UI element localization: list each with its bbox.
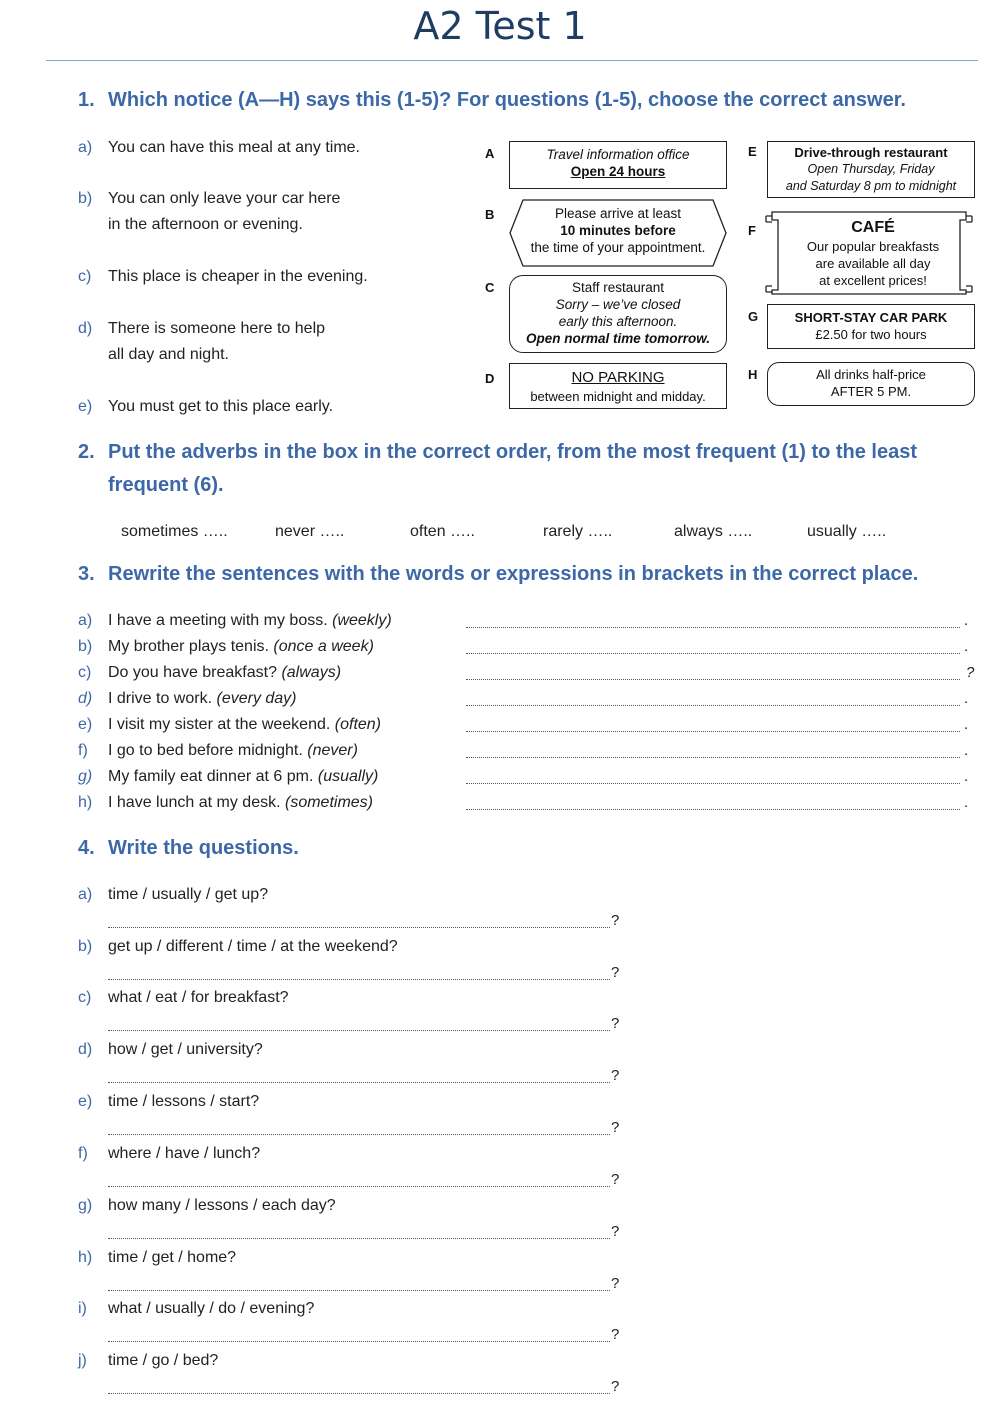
q1-item-a [78, 139, 360, 157]
q4-answer-line-f[interactable] [108, 1186, 610, 1187]
adverb-rarely: rarely ….. [543, 523, 613, 540]
notice-label-a: A [485, 146, 495, 161]
q3-answer-line-d[interactable] [466, 705, 960, 706]
q1-number: 1. [78, 89, 95, 111]
adverb-often: often ….. [410, 523, 475, 540]
notice-d [509, 363, 727, 409]
q3-answer-line-h[interactable] [466, 809, 960, 810]
notice-f-line3: are available all day [815, 256, 931, 271]
q4-answer-line-j[interactable] [108, 1393, 610, 1394]
q4-heading-text: Write the questions. [108, 837, 299, 859]
q3-item-a: a) I have a meeting with my boss. (weekly) [78, 612, 392, 629]
q1-item-text: You must get to this place early. [108, 398, 334, 415]
q3-end-b: . [964, 638, 969, 655]
q1-heading [78, 89, 906, 112]
q4-qmark-d: ? [611, 1067, 620, 1084]
notice-b-line2: 10 minutes before [560, 223, 676, 238]
notice-d-line1: NO PARKING [571, 369, 665, 386]
q3-number: 3. [78, 563, 95, 585]
notice-a-line1: Travel information office [546, 147, 690, 162]
page-title: A2 Test 1 [413, 4, 587, 48]
q4-item-e: e) time / lessons / start? [78, 1093, 260, 1110]
q1-item-letter: c) [78, 268, 92, 285]
q4-item-d: d) how / get / university? [78, 1041, 263, 1058]
q1-item-text: There is someone here to help [108, 320, 326, 337]
q4-item-c: c) what / eat / for breakfast? [78, 989, 289, 1006]
title-divider [46, 60, 978, 61]
notice-e-line2: Open Thursday, Friday [807, 162, 935, 176]
q4-qmark-a: ? [611, 912, 620, 929]
q3-answer-line-c[interactable] [466, 679, 960, 680]
q4-answer-line-i[interactable] [108, 1341, 610, 1342]
notice-g-line1: SHORT-STAY CAR PARK [794, 310, 948, 325]
adverb-always: always ….. [674, 523, 753, 540]
notice-g [767, 304, 975, 349]
notice-a [509, 141, 727, 189]
q4-answer-line-g[interactable] [108, 1238, 610, 1239]
q2-heading [78, 441, 917, 464]
adverb-sometimes: sometimes ….. [121, 523, 228, 540]
q4-answer-line-h[interactable] [108, 1290, 610, 1291]
q4-qmark-g: ? [611, 1223, 620, 1240]
q1-item-b [78, 190, 340, 208]
notice-f-line2: Our popular breakfasts [806, 239, 940, 254]
q3-heading-text: Rewrite the sentences with the words or expressions in brackets in the correct place. [108, 563, 919, 585]
q3-item-d: d) I drive to work. (every day) [78, 690, 297, 707]
q1-item-d-cont: all day and night. [108, 346, 229, 363]
q3-end-e: . [964, 716, 969, 733]
q1-heading-text: Which notice (A—H) says this (1-5)? For questions (1-5), choose the correct answer. [108, 89, 906, 111]
q4-qmark-h: ? [611, 1275, 620, 1292]
notice-label-h: H [748, 367, 758, 382]
notice-label-e: E [748, 144, 757, 159]
q3-item-h: h) I have lunch at my desk. (sometimes) [78, 794, 373, 811]
q1-item-letter: b) [78, 190, 93, 207]
q3-answer-line-f[interactable] [466, 757, 960, 758]
notice-h [767, 362, 975, 406]
q4-qmark-c: ? [611, 1015, 620, 1032]
notice-label-f: F [748, 223, 756, 238]
notice-c-line2: Sorry – we’ve closed [555, 297, 681, 312]
q3-answer-line-g[interactable] [466, 783, 960, 784]
q4-number: 4. [78, 837, 95, 859]
notice-c-line1: Staff restaurant [571, 280, 665, 295]
q2-heading-cont: frequent (6). [108, 474, 224, 496]
notice-e-line3: and Saturday 8 pm to midnight [785, 179, 957, 193]
q3-item-g: g) My family eat dinner at 6 pm. (usually) [78, 768, 379, 785]
notice-f [778, 218, 968, 292]
notice-b [509, 205, 727, 261]
q4-qmark-j: ? [611, 1378, 620, 1395]
q4-item-h: h) time / get / home? [78, 1249, 237, 1266]
q2-heading-text: Put the adverbs in the box in the correct order, from the most frequent (1) to the least [108, 441, 918, 463]
q3-end-a: . [964, 612, 969, 629]
q1-item-text: You can have this meal at any time. [108, 139, 360, 156]
q1-item-text: You can only leave your car here [108, 190, 341, 207]
q4-answer-line-c[interactable] [108, 1030, 610, 1031]
adverb-usually: usually ….. [807, 523, 887, 540]
q4-qmark-b: ? [611, 964, 620, 981]
q1-item-letter: a) [78, 139, 93, 156]
q3-answer-line-e[interactable] [466, 731, 960, 732]
notice-label-b: B [485, 207, 495, 222]
notice-label-c: C [485, 280, 495, 295]
q4-item-f: f) where / have / lunch? [78, 1145, 261, 1162]
q1-item-e [78, 398, 333, 416]
q3-item-e: e) I visit my sister at the weekend. (often) [78, 716, 382, 733]
q3-item-f: f) I go to bed before midnight. (never) [78, 742, 358, 759]
notice-label-g: G [748, 309, 759, 324]
q4-qmark-e: ? [611, 1119, 620, 1136]
notice-a-line2: Open 24 hours [570, 164, 666, 179]
q1-item-d [78, 320, 325, 338]
q4-answer-line-e[interactable] [108, 1134, 610, 1135]
q3-end-c: ? [966, 664, 975, 681]
notice-b-line1: Please arrive at least [554, 206, 682, 221]
q3-end-g: . [964, 768, 969, 785]
notice-f-line1: CAFÉ [851, 219, 895, 236]
notice-h-line1: All drinks half-price [816, 367, 926, 382]
notice-b-line3: the time of your appointment. [530, 240, 706, 255]
q3-end-f: . [964, 742, 969, 759]
q2-number: 2. [78, 441, 95, 463]
q3-heading [78, 563, 918, 586]
notice-e-line1: Drive-through restaurant [794, 145, 948, 160]
notice-f-line4: at excellent prices! [819, 273, 927, 288]
notice-g-line2: £2.50 for two hours [815, 327, 927, 342]
q1-item-c [78, 268, 368, 286]
q3-end-d: . [964, 690, 969, 707]
adverb-never: never ….. [275, 523, 345, 540]
notice-e [767, 141, 975, 198]
notice-d-line2: between midnight and midday. [530, 389, 706, 404]
q4-answer-line-b[interactable] [108, 979, 610, 980]
q1-item-letter: d) [78, 320, 93, 337]
q4-item-a: a) time / usually / get up? [78, 886, 269, 903]
notice-label-d: D [485, 371, 495, 386]
q3-answer-line-a[interactable] [466, 627, 960, 628]
q3-item-b: b) My brother plays tenis. (once a week) [78, 638, 374, 655]
q1-item-letter: e) [78, 398, 93, 415]
q4-answer-line-a[interactable] [108, 927, 610, 928]
q4-qmark-f: ? [611, 1171, 620, 1188]
notice-h-line2: AFTER 5 PM. [830, 384, 912, 399]
q4-item-j: j) time / go / bed? [78, 1352, 219, 1369]
q4-item-b: b) get up / different / time / at the weekend? [78, 938, 398, 955]
q3-answer-line-b[interactable] [466, 653, 960, 654]
q4-qmark-i: ? [611, 1326, 620, 1343]
q3-end-h: . [964, 794, 969, 811]
q4-item-g: g) how many / lessons / each day? [78, 1197, 336, 1214]
q4-heading [78, 837, 299, 860]
notice-c-line4: Open normal time tomorrow. [525, 331, 711, 346]
q3-item-c: c) Do you have breakfast? (always) [78, 664, 342, 681]
q4-item-i: i) what / usually / do / evening? [78, 1300, 315, 1317]
notice-c-line3: early this afternoon. [558, 314, 678, 329]
q1-item-b-cont: in the afternoon or evening. [108, 216, 303, 233]
q1-item-text: This place is cheaper in the evening. [108, 268, 368, 285]
notice-c [509, 275, 727, 353]
q4-answer-line-d[interactable] [108, 1082, 610, 1083]
